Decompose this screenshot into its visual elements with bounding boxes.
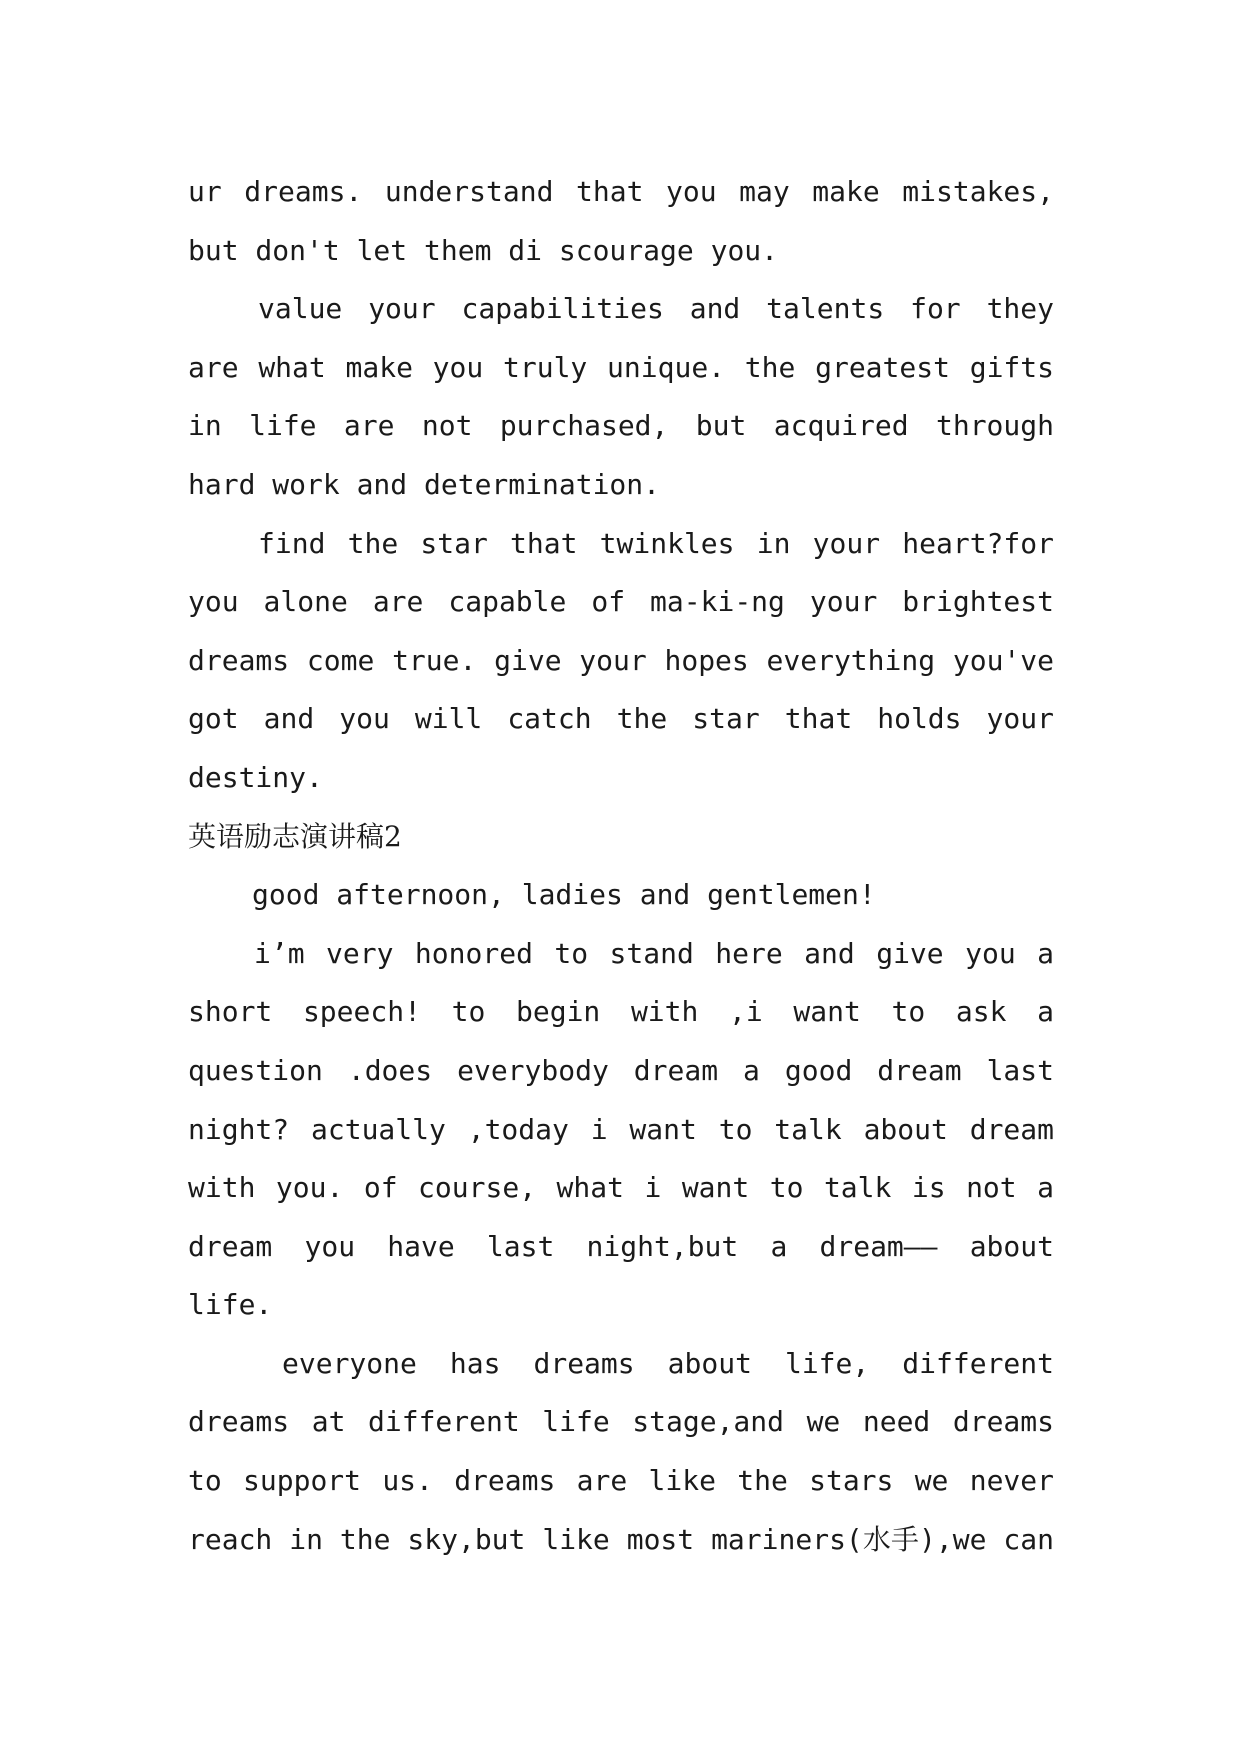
text-line: i’m very honored to stand here and give you a xyxy=(254,936,1054,970)
document-body xyxy=(188,163,1054,1569)
text-line: ur dreams. understand that you may make mistakes, xyxy=(188,175,1054,208)
text-line: life. xyxy=(188,1288,273,1322)
text-line: destiny. xyxy=(188,760,323,794)
text-line: dreams at different life stage,and we need dreams xyxy=(188,1405,1054,1439)
text-line: got and you will catch the star that holds your xyxy=(188,702,1054,736)
text-line: you alone are capable of ma-ki-ng your brightest xyxy=(188,585,1054,619)
text-line: are what make you truly unique. the greatest gifts xyxy=(188,350,1054,384)
text-line: everyone has dreams about life, different xyxy=(282,1346,1054,1380)
text-line: to support us. dreams are like the stars we never xyxy=(188,1464,1054,1498)
text-line: find the star that twinkles in your heart?for xyxy=(258,526,1054,560)
text-line: dreams come true. give your hopes everything you've xyxy=(188,643,1054,677)
text-line: reach in the sky,but like most mariners(水手),we can xyxy=(188,1522,1054,1556)
text-line: dream you have last night,but a dream—— about xyxy=(188,1229,1054,1263)
text-line: night? actually ,today i want to talk about dream xyxy=(188,1112,1054,1146)
text-line: but don't let them di scourage you. xyxy=(188,233,779,267)
text-line: hard work and determination. xyxy=(188,467,661,501)
text-line: short speech! to begin with ,i want to ask a xyxy=(188,995,1054,1029)
text-line: good afternoon, ladies and gentlemen! xyxy=(252,878,876,912)
section-heading: 英语励志演讲稿2 xyxy=(188,819,402,853)
text-line: in life are not purchased, but acquired through xyxy=(188,409,1054,443)
text-line: with you. of course, what i want to talk is not a xyxy=(188,1171,1054,1205)
text-line: question .does everybody dream a good dream last xyxy=(188,1053,1054,1087)
text-line: value your capabilities and talents for they xyxy=(258,292,1054,326)
